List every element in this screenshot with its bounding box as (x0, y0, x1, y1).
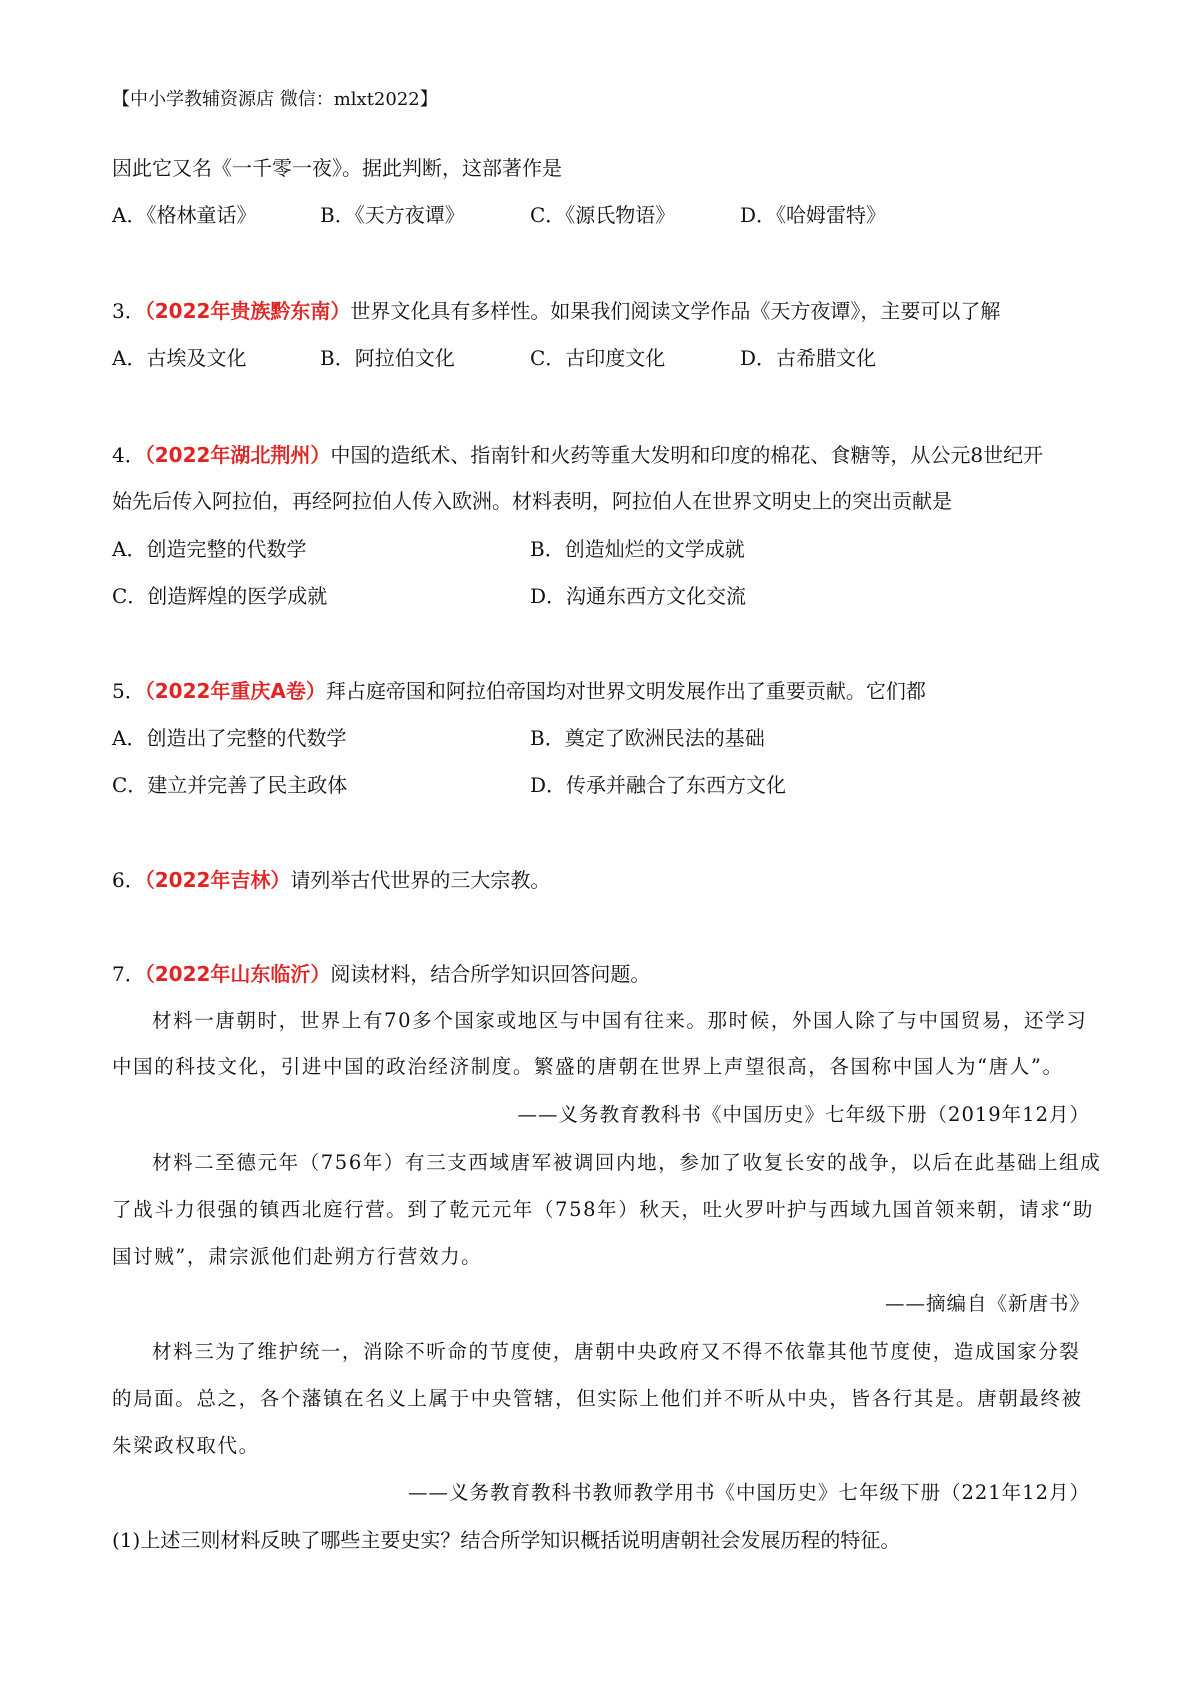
q7-material3-line2: 的局面。总之，各个藩镇在名义上属于中央管辖，但实际上他们并不听从中央，皆各行其是。唐朝最终被 (112, 1387, 1083, 1410)
q7-material2-line2: 了战斗力很强的镇西北庭行营。到了乾元元年（758年）秋天，吐火罗叶护与西域九国首领来朝，请求“助 (112, 1198, 1094, 1221)
q6-source: （2022年吉林） (144, 868, 291, 892)
q2-stem: 因此它又名《一千零一夜》。据此判断，这部著作是 (112, 156, 562, 180)
q5-source: （2022年重庆A卷） (144, 679, 326, 703)
q4-stem-1: 中国的造纸术、指南针和火药等重大发明和印度的棉花、食糖等，从公元8世纪开 (330, 443, 1044, 467)
q7-material3-line3: 朱梁政权取代。 (112, 1434, 260, 1457)
q7-material1-line1: 材料一唐朝时，世界上有70多个国家或地区与中国有往来。那时候，外国人除了与中国贸易，还学习 (152, 1009, 1088, 1032)
q7-material2-line1: 材料二至德元年（756年）有三支西域唐军被调回内地，参加了收复长安的战争，以后在此基础上组成 (152, 1151, 1102, 1174)
q7-material1-line2: 中国的科技文化，引进中国的政治经济制度。繁盛的唐朝在世界上声望很高，各国称中国人为“唐人”。 (112, 1055, 1064, 1078)
q5-option-c: C．建立并完善了民主政体 (112, 773, 348, 797)
q4-option-d: D．沟通东西方文化交流 (530, 584, 747, 608)
page-header: 【中小学教辅资源店 微信：mlxt2022】 (112, 89, 438, 110)
q7-subquestion-1: (1)上述三则材料反映了哪些主要史实？结合所学知识概括说明唐朝社会发展历程的特征。 (112, 1528, 901, 1552)
q7-stem-line (112, 960, 650, 988)
q2-option-a: A．《格林童话》 (112, 203, 257, 227)
q3-option-b: B．阿拉伯文化 (320, 346, 455, 370)
q2-option-b: B．《天方夜谭》 (320, 203, 465, 227)
q5-option-d: D．传承并融合了东西方文化 (530, 773, 787, 797)
q4-stem-line1 (112, 441, 1043, 469)
q7-material2-line3: 国讨贼”，肃宗派他们赴朔方行营效力。 (112, 1245, 483, 1268)
q4-option-c: C．创造辉煌的医学成就 (112, 584, 328, 608)
q3-stem-line (112, 297, 1000, 325)
q5-stem-line (112, 677, 926, 705)
q7-material1-citation: ——义务教育教科书《中国历史》七年级下册（2019年12月） (517, 1103, 1090, 1126)
q5-option-b: B．奠定了欧洲民法的基础 (530, 726, 765, 750)
q4-source: （2022年湖北荆州） (144, 443, 331, 467)
q4-option-b: B．创造灿烂的文学成就 (530, 537, 745, 561)
q2-option-d: D．《哈姆雷特》 (740, 203, 887, 227)
q7-number: 7． (112, 962, 145, 986)
q5-number: 5． (112, 679, 145, 703)
q4-option-a: A．创造完整的代数学 (112, 537, 307, 561)
q3-number: 3． (112, 299, 145, 323)
q6-number: 6． (112, 868, 145, 892)
q6-stem-line (112, 866, 550, 894)
q3-option-c: C．古印度文化 (530, 346, 666, 370)
q3-option-a: A．古埃及文化 (112, 346, 247, 370)
q5-option-a: A．创造出了完整的代数学 (112, 726, 347, 750)
q7-material2-citation: ——摘编自《新唐书》 (884, 1292, 1090, 1315)
q7-source: （2022年山东临沂） (144, 962, 331, 986)
q2-option-c: C．《源氏物语》 (530, 203, 676, 227)
q7-stem: 阅读材料，结合所学知识回答问题。 (330, 962, 651, 986)
q3-source: （2022年贵族黔东南） (144, 299, 351, 323)
q3-stem: 世界文化具有多样性。如果我们阅读文学作品《天方夜谭》，主要可以了解 (350, 299, 1001, 323)
q6-stem: 请列举古代世界的三大宗教。 (290, 868, 551, 892)
q4-stem-line2: 始先后传入阿拉伯，再经阿拉伯人传入欧洲。材料表明，阿拉伯人在世界文明史上的突出贡献是 (112, 489, 952, 513)
q7-material3-line1: 材料三为了维护统一，消除不听命的节度使，唐朝中央政府又不得不依靠其他节度使，造成国家分裂 (152, 1340, 1081, 1363)
q7-material3-citation: ——义务教育教科书教师教学用书《中国历史》七年级下册（221年12月） (407, 1481, 1090, 1504)
q4-number: 4． (112, 443, 145, 467)
q5-stem: 拜占庭帝国和阿拉伯帝国均对世界文明发展作出了重要贡献。它们都 (325, 679, 926, 703)
q3-option-d: D．古希腊文化 (740, 346, 877, 370)
